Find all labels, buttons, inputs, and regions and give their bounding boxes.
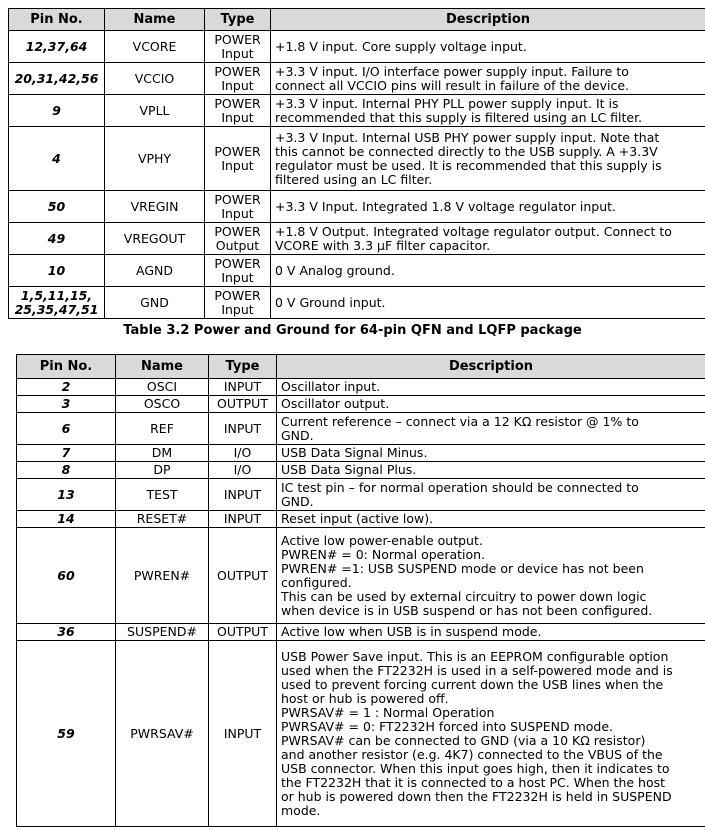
table-row (17, 413, 705, 445)
name-cell: DM (116, 445, 209, 462)
name-cell: VCCIO (105, 63, 205, 95)
description-cell: 0 V Ground input. (271, 287, 705, 319)
name-cell: OSCI (116, 379, 209, 396)
table-row (17, 641, 705, 827)
pin-cell: 3 (17, 396, 116, 413)
type-cell: POWER Input (205, 127, 271, 191)
pin-cell: 2 (17, 379, 116, 396)
pin-cell: 6 (17, 413, 116, 445)
description-cell: Oscillator output. (277, 396, 705, 413)
table-row (9, 287, 705, 319)
header-description: Description (277, 355, 705, 379)
header-name: Name (105, 9, 205, 31)
name-cell: OSCO (116, 396, 209, 413)
type-cell: INPUT (209, 511, 277, 528)
type-cell: POWER Input (205, 95, 271, 127)
description-cell: +1.8 V input. Core supply voltage input. (271, 31, 705, 63)
table-row (17, 462, 705, 479)
type-cell: POWER Input (205, 287, 271, 319)
type-cell: POWER Input (205, 191, 271, 223)
header-pin: Pin No. (17, 355, 116, 379)
name-cell: VPLL (105, 95, 205, 127)
type-cell: POWER Output (205, 223, 271, 255)
table-row (17, 511, 705, 528)
table-row (17, 479, 705, 511)
description-cell: USB Power Save input. This is an EEPROM configurable option used when the FT2232H is used in a self-powered mode and is used to prevent forcing current down the USB lines when the host or hub is powered off. PWRSAV# = 1 : Normal Operation PWRSAV# = 0: FT2232H forced into SUSPEND mode. PWRSAV# can be connected to GND (via a 10 KΩ resistor) and another resistor (e.g. 4K7) connected to the VBUS of the USB connector. When this input goes high, then it indicates to the FT2232H that it is connected to a host PC. When the host or hub is powered down then the FT2232H is held in SUSPEND mode. (277, 641, 705, 827)
description-cell: USB Data Signal Minus. (277, 445, 705, 462)
description-cell: USB Data Signal Plus. (277, 462, 705, 479)
type-cell: INPUT (209, 379, 277, 396)
header-row (9, 9, 705, 31)
pin-cell: 36 (17, 624, 116, 641)
header-type: Type (209, 355, 277, 379)
description-cell: Reset input (active low). (277, 511, 705, 528)
name-cell: SUSPEND# (116, 624, 209, 641)
header-row (17, 355, 705, 379)
pin-cell: 13 (17, 479, 116, 511)
type-cell: INPUT (209, 413, 277, 445)
header-description: Description (271, 9, 705, 31)
table-row (9, 31, 705, 63)
table-row (9, 95, 705, 127)
pin-cell: 9 (9, 95, 105, 127)
type-cell: OUTPUT (209, 528, 277, 624)
table-row (17, 379, 705, 396)
name-cell: VREGIN (105, 191, 205, 223)
name-cell: AGND (105, 255, 205, 287)
name-cell: VPHY (105, 127, 205, 191)
name-cell: TEST (116, 479, 209, 511)
name-cell: PWRSAV# (116, 641, 209, 827)
type-cell: INPUT (209, 479, 277, 511)
name-cell: GND (105, 287, 205, 319)
description-cell: +3.3 V input. I/O interface power supply input. Failure to connect all VCCIO pins will result in failure of the device. (271, 63, 705, 95)
type-cell: POWER Input (205, 31, 271, 63)
table-row (9, 255, 705, 287)
type-cell: POWER Input (205, 63, 271, 95)
pin-cell: 59 (17, 641, 116, 827)
table-row (9, 191, 705, 223)
description-cell: 0 V Analog ground. (271, 255, 705, 287)
pin-cell: 7 (17, 445, 116, 462)
type-cell: OUTPUT (209, 396, 277, 413)
table-row (9, 127, 705, 191)
name-cell: RESET# (116, 511, 209, 528)
type-cell: I/O (209, 462, 277, 479)
pin-cell: 14 (17, 511, 116, 528)
header-name: Name (116, 355, 209, 379)
name-cell: VCORE (105, 31, 205, 63)
name-cell: DP (116, 462, 209, 479)
pin-description-table (16, 354, 705, 827)
table-row (9, 63, 705, 95)
name-cell: REF (116, 413, 209, 445)
description-cell: +3.3 V Input. Integrated 1.8 V voltage regulator input. (271, 191, 705, 223)
description-cell: IC test pin – for normal operation should be connected to GND. (277, 479, 705, 511)
pin-cell: 4 (9, 127, 105, 191)
description-cell: +3.3 V input. Internal PHY PLL power supply input. It is recommended that this supply is filtered using an LC filter. (271, 95, 705, 127)
header-pin: Pin No. (9, 9, 105, 31)
description-cell: Active low power-enable output. PWREN# = 0: Normal operation. PWREN# =1: USB SUSPEND mode or device has not been configured. This can be used by external circuitry to power down logic when device is in USB suspend or has not been configured. (277, 528, 705, 624)
table-row (9, 223, 705, 255)
description-cell: +1.8 V Output. Integrated voltage regulator output. Connect to VCORE with 3.3 μF filter capacitor. (271, 223, 705, 255)
type-cell: POWER Input (205, 255, 271, 287)
type-cell: I/O (209, 445, 277, 462)
name-cell: PWREN# (116, 528, 209, 624)
pin-cell: 10 (9, 255, 105, 287)
type-cell: INPUT (209, 641, 277, 827)
pin-cell: 8 (17, 462, 116, 479)
type-cell: OUTPUT (209, 624, 277, 641)
name-cell: VREGOUT (105, 223, 205, 255)
description-cell: Active low when USB is in suspend mode. (277, 624, 705, 641)
pin-cell: 20,31,42,56 (9, 63, 105, 95)
pin-cell: 12,37,64 (9, 31, 105, 63)
pin-cell: 49 (9, 223, 105, 255)
description-cell: Current reference – connect via a 12 KΩ resistor @ 1% to GND. (277, 413, 705, 445)
power-ground-table (8, 8, 705, 319)
description-cell: +3.3 V Input. Internal USB PHY power supply input. Note that this cannot be connected directly to the USB supply. A +3.3V regulator must be used. It is recommended that this supply is filtered using an LC filter. (271, 127, 705, 191)
table-row (17, 396, 705, 413)
table-caption: Table 3.2 Power and Ground for 64-pin QFN and LQFP package (123, 323, 582, 338)
pin-cell: 1,5,11,15, 25,35,47,51 (9, 287, 105, 319)
table-row (17, 445, 705, 462)
table-row (17, 528, 705, 624)
table-row (17, 624, 705, 641)
pin-cell: 60 (17, 528, 116, 624)
header-type: Type (205, 9, 271, 31)
pin-cell: 50 (9, 191, 105, 223)
description-cell: Oscillator input. (277, 379, 705, 396)
